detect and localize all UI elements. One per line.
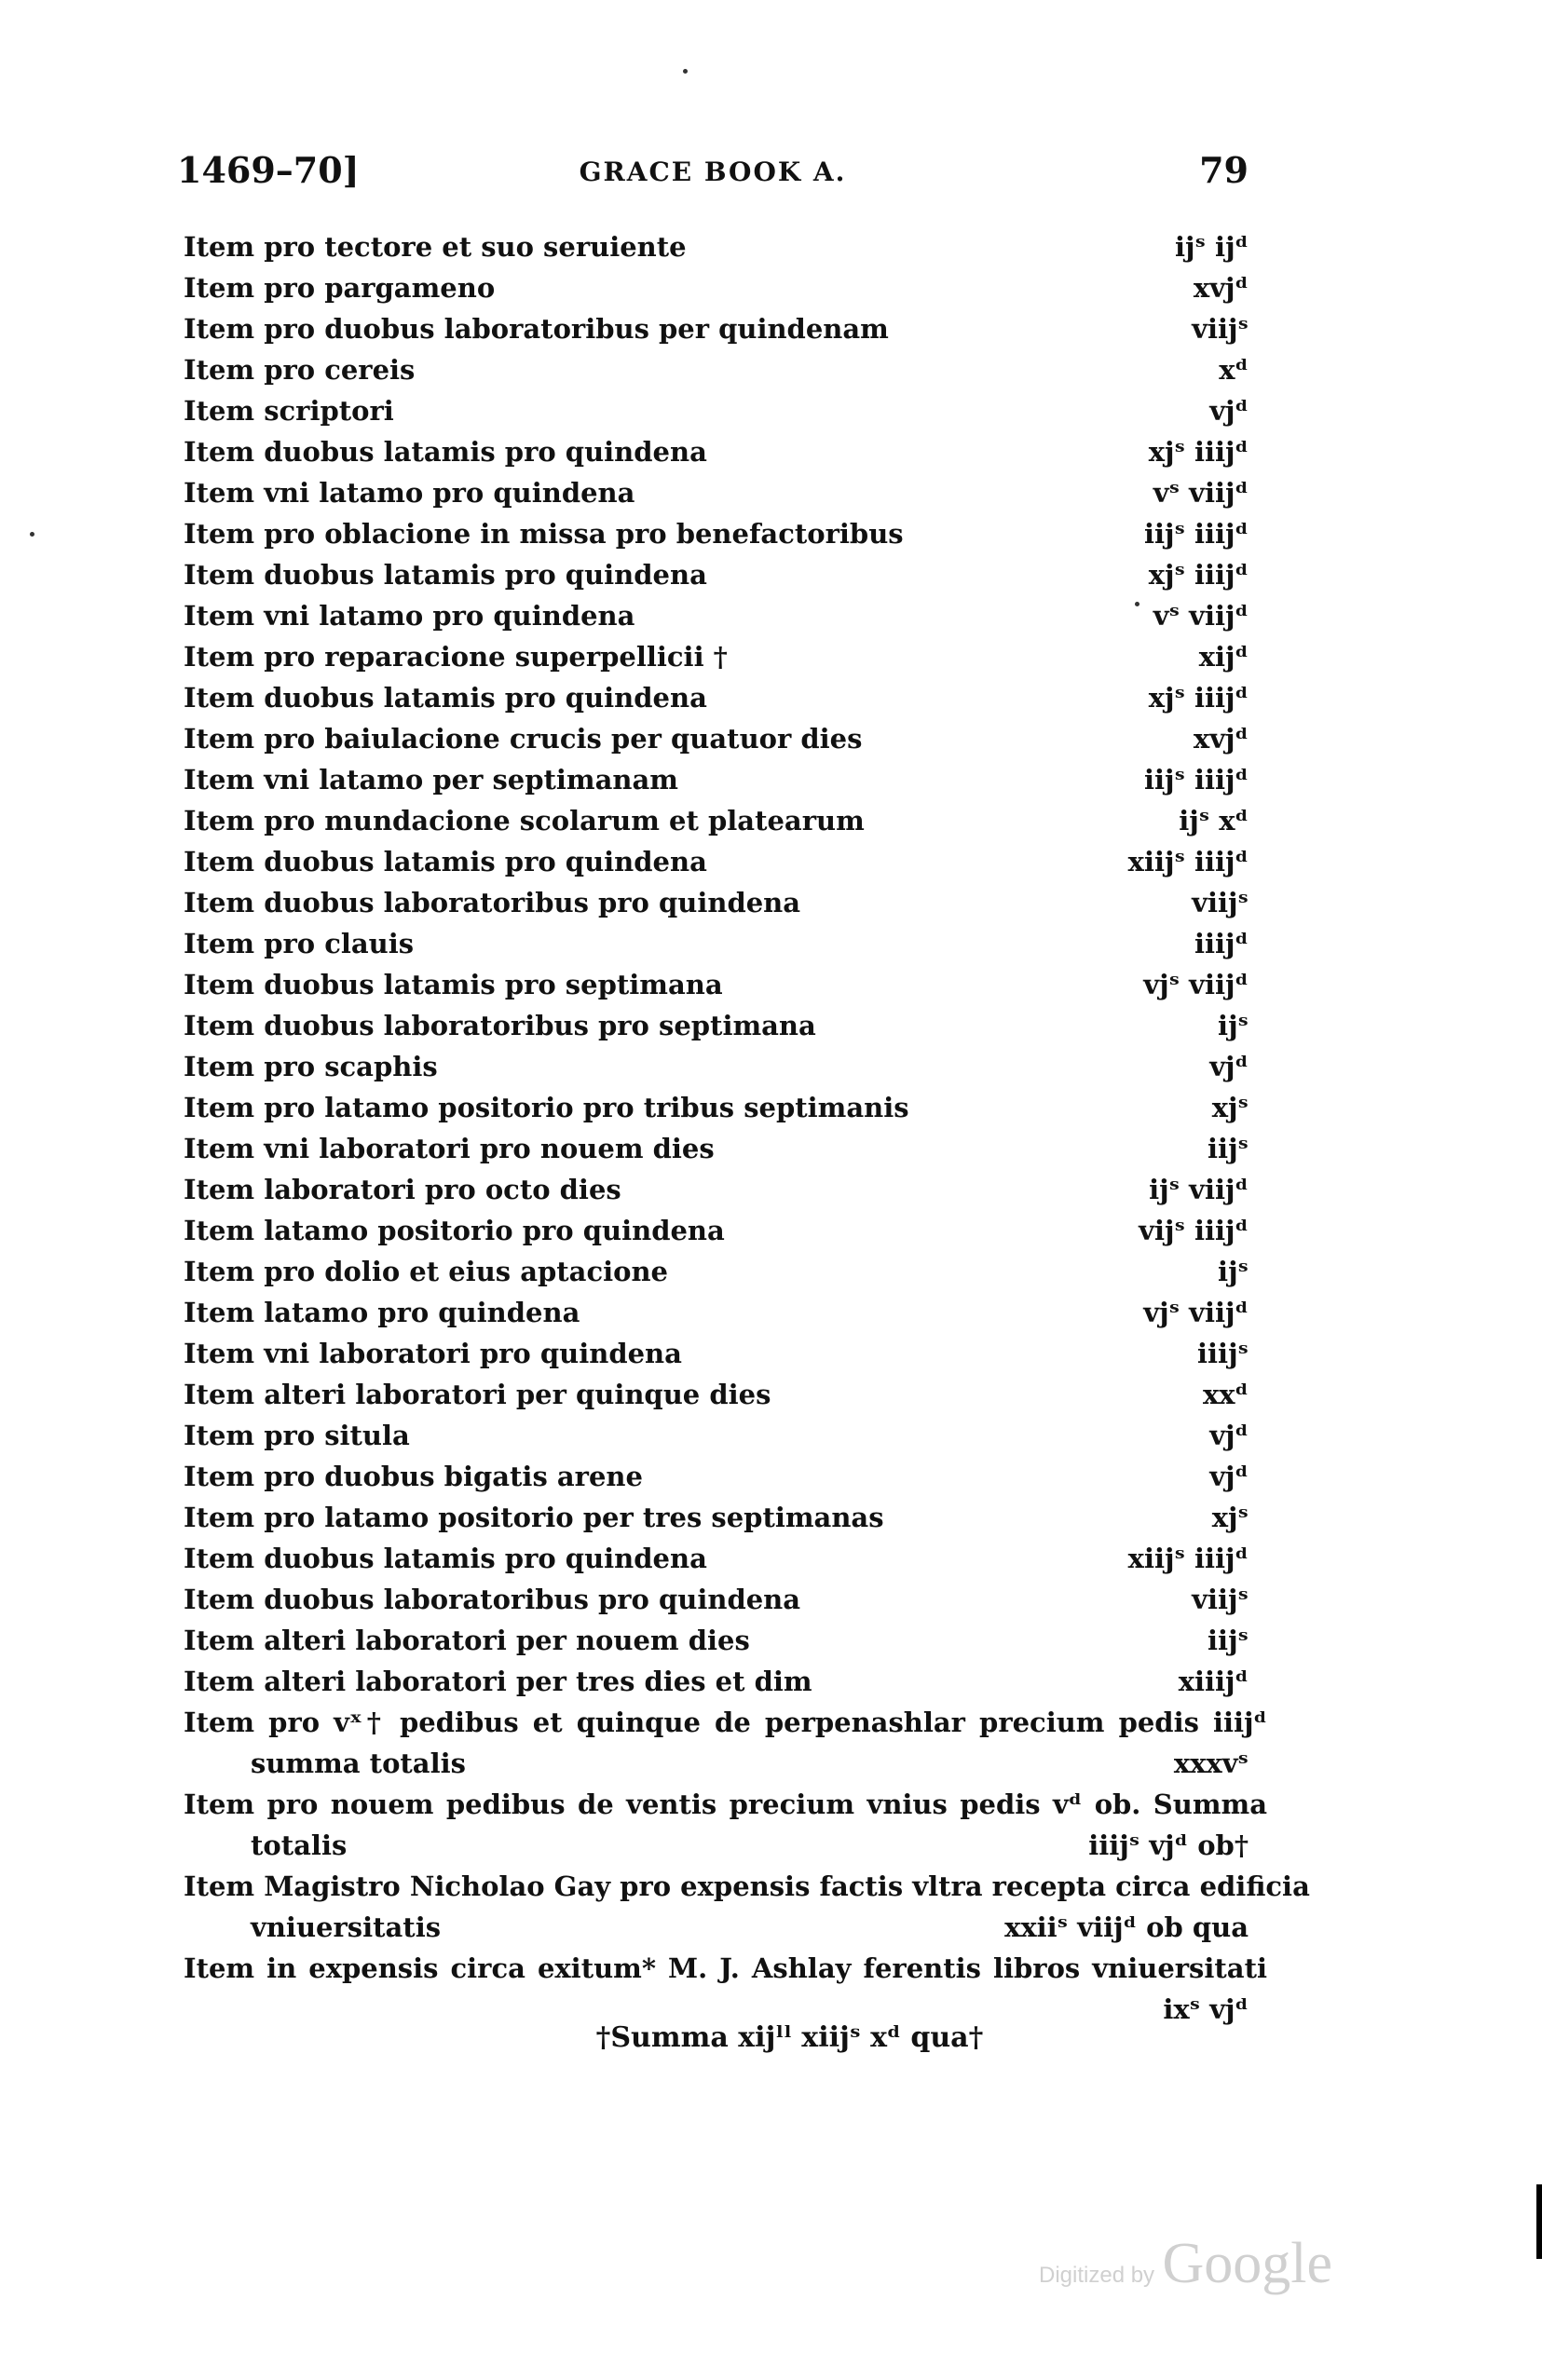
ledger-entry	[184, 1087, 1267, 1128]
entry-description: Item pro duobus bigatis arene	[184, 1461, 643, 1492]
entry-amount: ijˢ	[1218, 1010, 1249, 1041]
ledger-entry	[184, 1497, 1267, 1538]
watermark-brand: Google	[1162, 2232, 1333, 2295]
entry-description: Item alteri laboratori per tres dies et dim	[184, 1666, 812, 1697]
entry-amount: ijˢ ijᵈ	[1175, 231, 1249, 263]
entry-description: Item pro baiulacione crucis per quatuor dies	[184, 723, 863, 755]
entry-description: Item scriptori	[184, 395, 394, 427]
entry-description: Item vni laboratori pro quindena	[184, 1338, 682, 1369]
entry-description: Item pro dolio et eius aptacione	[184, 1256, 669, 1287]
ledger-entry	[184, 1169, 1267, 1210]
entry-description: Item duobus laboratoribus pro septimana	[184, 1010, 816, 1041]
entry-description: Item duobus latamis pro septimana	[184, 969, 723, 1000]
entry-amount: xxiiˢ viijᵈ ob qua	[1004, 1911, 1249, 1943]
entry-amount: vˢ viijᵈ	[1153, 600, 1249, 632]
entry-amount: xjˢ iiijᵈ	[1148, 559, 1249, 591]
entry-amount: xiijˢ iiijᵈ	[1127, 1543, 1249, 1574]
entry-amount: vjᵈ	[1209, 395, 1249, 427]
entry-description: Item pro clauis	[184, 928, 415, 959]
entry-amount: ixˢ vjᵈ	[1163, 1993, 1249, 2025]
ledger-entry	[184, 595, 1267, 636]
ledger-entry	[184, 882, 1267, 923]
ledger-entry	[184, 390, 1267, 431]
ledger-entry-multiline	[184, 1702, 1267, 1784]
entry-description: Item duobus latamis pro quindena	[184, 1543, 707, 1574]
entry-description: Item pro latamo positorio per tres septimanas	[184, 1502, 884, 1533]
entry-amount: xvjᵈ	[1193, 723, 1249, 755]
entry-amount: ijˢ	[1218, 1256, 1249, 1287]
ledger-entry	[184, 513, 1267, 554]
ledger-entry	[184, 1333, 1267, 1374]
ledger-entry	[184, 1661, 1267, 1702]
entry-description: Item duobus latamis pro quindena	[184, 436, 707, 468]
entry-amount: iijˢ iiijᵈ	[1143, 518, 1249, 550]
entry-amount: xjˢ iiijᵈ	[1148, 682, 1249, 714]
ledger-entry	[184, 554, 1267, 595]
entry-amount: xiiijᵈ	[1178, 1666, 1249, 1697]
ledger-entry	[184, 431, 1267, 472]
entry-amount: viijˢ	[1192, 313, 1249, 345]
entry-description: Item alteri laboratori per nouem dies	[184, 1625, 750, 1656]
ledger-entry	[184, 759, 1267, 800]
entry-amount: iijˢ	[1208, 1625, 1249, 1656]
entry-amount: iijˢ iiijᵈ	[1143, 764, 1249, 796]
ledger-entry	[184, 800, 1267, 841]
entry-amount: vjᵈ	[1209, 1051, 1249, 1082]
entry-description: Item pro pargameno	[184, 272, 496, 304]
entry-description: Item duobus latamis pro quindena	[184, 682, 707, 714]
entry-description-continued: totalis	[251, 1829, 348, 1861]
ledger-entry	[184, 1538, 1267, 1579]
entry-description: Item pro situla	[184, 1420, 410, 1451]
entry-amount: iiijˢ vjᵈ ob†	[1088, 1829, 1249, 1861]
header-title: GRACE BOOK A.	[579, 156, 847, 187]
summa-text: †Summa xijˡˡ xiijˢ xᵈ qua†	[595, 2021, 984, 2054]
entry-amount: vjˢ viijᵈ	[1143, 1297, 1249, 1328]
entry-description: Item duobus latamis pro quindena	[184, 559, 707, 591]
entry-description: Item duobus laboratoribus pro quindena	[184, 887, 801, 918]
entry-description: Item pro latamo positorio pro tribus septimanis	[184, 1092, 909, 1123]
ledger-entry	[184, 472, 1267, 513]
entry-description: Item duobus latamis pro quindena	[184, 846, 707, 877]
entry-description-continued: summa totalis	[251, 1748, 466, 1779]
entry-description: Item vni latamo pro quindena	[184, 477, 635, 509]
entry-amount: xxᵈ	[1202, 1379, 1249, 1410]
ledger-entry	[184, 923, 1267, 964]
entry-description: Item duobus laboratoribus pro quindena	[184, 1584, 801, 1615]
ledger-entry-multiline	[184, 1866, 1310, 1948]
entry-amount: iiijˢ	[1197, 1338, 1249, 1369]
entry-amount: xᵈ	[1219, 354, 1249, 386]
entry-amount: xijᵈ	[1198, 641, 1249, 673]
ledger-entry	[184, 636, 1267, 677]
ledger-entry	[184, 1620, 1267, 1661]
entry-description: Item latamo pro quindena	[184, 1297, 580, 1328]
entry-amount: iiijᵈ	[1194, 928, 1249, 959]
entry-amount: vijˢ iiijᵈ	[1139, 1215, 1249, 1246]
entry-amount: viijˢ	[1192, 1584, 1249, 1615]
entry-amount: ijˢ viijᵈ	[1149, 1174, 1249, 1205]
ledger-entry-multiline	[184, 1784, 1267, 1866]
watermark-prefix: Digitized by	[1039, 2263, 1155, 2288]
entry-description: Item pro duobus laboratoribus per quindenam	[184, 313, 889, 345]
entry-description: Item vni latamo pro quindena	[184, 600, 635, 632]
entry-amount: vjᵈ	[1209, 1420, 1249, 1451]
ledger-entry	[184, 226, 1267, 267]
entry-description: Item Magistro Nicholao Gay pro expensis factis vltra recepta circa edificia	[184, 1870, 1310, 1902]
speck-mark	[683, 69, 688, 74]
entry-description-continued: vniuersitatis	[251, 1911, 442, 1943]
summa-total	[0, 2021, 1542, 2054]
entry-description: Item pro reparacione superpellicii †	[184, 641, 728, 673]
entry-description: Item vni latamo per septimanam	[184, 764, 678, 796]
entry-description: Item laboratori pro octo dies	[184, 1174, 621, 1205]
entry-amount: xiijˢ iiijᵈ	[1127, 846, 1249, 877]
digitized-watermark	[1039, 2231, 1332, 2296]
ledger-entry	[184, 267, 1267, 308]
ledger-entry	[184, 841, 1267, 882]
entry-amount: vˢ viijᵈ	[1153, 477, 1249, 509]
entry-description: Item pro cereis	[184, 354, 416, 386]
entry-description: Item pro tectore et suo seruiente	[184, 231, 687, 263]
entry-description: Item pro scaphis	[184, 1051, 438, 1082]
ledger-entry	[184, 1046, 1267, 1087]
entry-description: Item pro vˣ† pedibus et quinque de perpenashlar precium pedis iiijᵈ	[184, 1707, 1267, 1738]
entry-amount: vjᵈ	[1209, 1461, 1249, 1492]
page-edge-mark	[1536, 2184, 1542, 2259]
entry-description: Item latamo positorio pro quindena	[184, 1215, 725, 1246]
entry-amount: viijˢ	[1192, 887, 1249, 918]
entry-amount: ijˢ xᵈ	[1179, 805, 1249, 836]
entry-description: Item vni laboratori pro nouem dies	[184, 1133, 715, 1164]
ledger-entry	[184, 1456, 1267, 1497]
ledger-entry	[184, 1128, 1267, 1169]
ledger-entry	[184, 349, 1267, 390]
ledger-entry	[184, 677, 1267, 718]
page-number: 79	[1199, 149, 1249, 191]
ledger-entry	[184, 1005, 1267, 1046]
running-header	[177, 149, 1249, 196]
ledger-entry	[184, 964, 1267, 1005]
ledger-entry	[184, 1579, 1267, 1620]
entry-amount: xvjᵈ	[1193, 272, 1249, 304]
entry-amount: vjˢ viijᵈ	[1143, 969, 1249, 1000]
ledger-entry	[184, 1292, 1267, 1333]
entry-amount: xjˢ	[1211, 1092, 1249, 1123]
entry-amount: xxxvˢ	[1173, 1748, 1249, 1779]
ledger-entry	[184, 1374, 1267, 1415]
entry-description: Item pro oblacione in missa pro benefactoribus	[184, 518, 904, 550]
entry-amount: xjˢ	[1211, 1502, 1249, 1533]
ledger-entry	[184, 1415, 1267, 1456]
entry-description: Item in expensis circa exitum* M. J. Ashlay ferentis libros vniuersitati	[184, 1952, 1267, 1984]
ledger-entry	[184, 1210, 1267, 1251]
speck-mark	[30, 532, 34, 537]
header-years: 1469–70]	[177, 149, 360, 191]
ledger-entry	[184, 308, 1267, 349]
entry-description: Item pro nouem pedibus de ventis precium vnius pedis vᵈ ob. Summa	[184, 1788, 1267, 1820]
entry-amount: xjˢ iiijᵈ	[1148, 436, 1249, 468]
ledger-entry	[184, 718, 1267, 759]
entry-description: Item pro mundacione scolarum et platearum	[184, 805, 865, 836]
entry-amount: iijˢ	[1208, 1133, 1249, 1164]
ledger-entry	[184, 1251, 1267, 1292]
entry-description: Item alteri laboratori per quinque dies	[184, 1379, 771, 1410]
ledger-entry-multiline	[184, 1948, 1267, 2030]
account-entries	[184, 226, 1310, 2030]
